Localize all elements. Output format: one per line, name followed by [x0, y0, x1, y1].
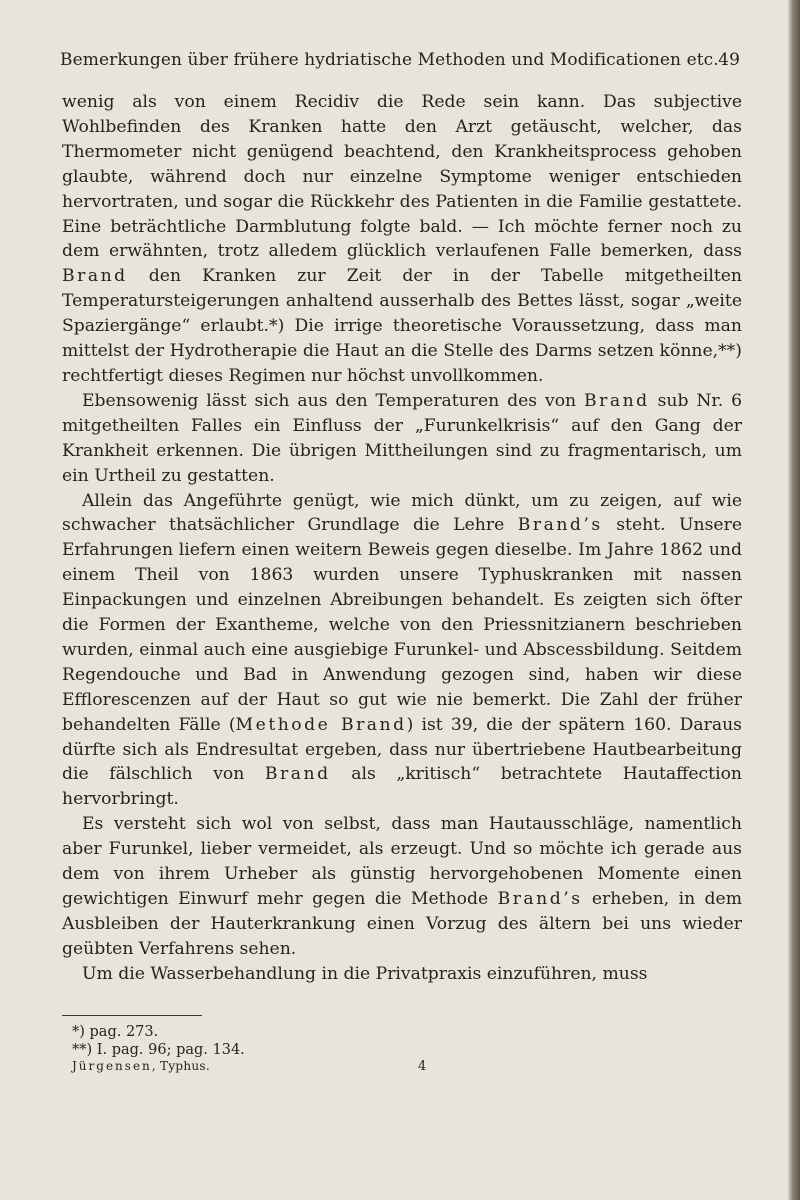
text-run: erheben, in dem Ausbleiben der Hauterkrankung einen Vorzug des ältern bei uns wieder geübten Verfahrens sehen. — [62, 889, 743, 959]
spaced-name: Methode Brand — [235, 714, 407, 735]
paragraph — [62, 90, 742, 389]
running-head — [60, 50, 740, 70]
spaced-name: Brand’s — [517, 515, 603, 536]
text-run: Ebensowenig lässt sich aus den Temperaturen des von — [82, 390, 585, 411]
text-run: wenig als von einem Recidiv die Rede sein kann. Das subjective Wohlbefinden des Kranken hatte den Arzt getäuscht, welcher, das Thermometer nicht genügend beachtend, den Krankheitsprocess gehoben glaubte, während doch nur einzelne Symptome weniger entschieden hervortraten, und sogar die Rückkehr des Patienten in die Familie gestattete. Eine beträchtliche Darmblutung folgte bald. — Ich möchte ferner noch zu dem erwähnten, trotz alledem glücklich verlaufenen Falle bemerken, dass — [62, 92, 742, 262]
footnote: **) I. pag. 96; pag. 134. — [72, 1042, 245, 1058]
footnote: *) pag. 273. — [72, 1024, 159, 1040]
spaced-name: Brand’s — [497, 889, 583, 909]
body-text — [62, 90, 742, 987]
text-run: den Kranken zur Zeit der in der Tabelle mitgetheilten Temperatursteigerungen anhaltend ausserhalb des Bettes lässt, sogar „weite Spaziergänge“ erlaubt.*) Die irrige theoretische Voraussetzung, dass man mittelst der Hydrotherapie die Haut an die Stelle des Darms setzen könne,**) rechtfertigt dieses Regimen nur höchst unvollkommen. — [62, 266, 742, 386]
text-run: Allein das Angeführte genügt, wie mich dünkt, um zu zeigen, auf wie schwacher thatsächlicher Grundlage die Lehre — [62, 490, 742, 536]
text-run: Um die Wasserbehandlung in die Privatpraxis einzuführen, muss — [82, 963, 648, 984]
page-number: 49 — [718, 50, 740, 70]
signature-author: Jürgensen — [72, 1059, 152, 1073]
running-head-title: Bemerkungen über frühere hydriatische Methoden und Modificationen etc. — [60, 50, 719, 70]
text-run: Es versteht sich wol von selbst, dass man Hautausschläge, namentlich aber Furunkel, lieber vermeidet, als erzeugt. Und so möchte ich gerade aus dem von ihrem Urheber als günstig hervorgehobenen Momente einen gewichtigen Einwurf mehr gegen die Methode — [62, 814, 742, 909]
paragraph — [62, 389, 742, 489]
sheet-mark: 4 — [418, 1059, 427, 1074]
signature-work: , Typhus. — [151, 1059, 211, 1073]
spaced-name: Brand — [264, 764, 331, 785]
paragraph — [62, 812, 742, 961]
text-run: ) ist 39, die der spätern 160. Daraus dürfte sich als Endresultat ergeben, dass nur übertriebene Hautbearbeitung die fälschlich von — [62, 714, 743, 785]
spaced-name: Brand — [584, 390, 650, 411]
spaced-name: Brand — [62, 266, 128, 287]
paragraph — [62, 962, 742, 987]
text-run: steht. Unsere Erfahrungen liefern einen weitern Beweis gegen dieselbe. Im Jahre 1862 und einem Theil von 1863 wurden unsere Typhuskranken mit nassen Einpackungen und einzelnen Abreibungen behandelt. Es zeigten sich öfter die Formen der Exantheme, welche von den Priessnitzianern beschrieben wurden, einmal auch eine ausgiebige Furunkel- und Abscessbildung. Seitdem Regendouche und Bad in Anwendung gezogen sind, haben wir diese Efflorescenzen auf der Haut so gut wie nie bemerkt. Die Zahl der früher behandelten Fälle ( — [62, 515, 742, 735]
footnotes — [72, 1023, 372, 1059]
text-run: sub Nr. 6 mitgetheilten Falles ein Einfluss der „Furunkelkrisis“ auf den Gang der Krankheit erkennen. Die übrigen Mittheilungen sind zu fragmentarisch, um ein Urtheil zu gestatten. — [62, 390, 743, 486]
paragraph — [62, 489, 742, 813]
signature-line — [72, 1059, 210, 1073]
footnote-rule — [62, 1015, 202, 1016]
text-run: als „kritisch“ betrachtete Hautaffection hervorbringt. — [62, 764, 742, 810]
page-edge — [788, 0, 800, 1200]
